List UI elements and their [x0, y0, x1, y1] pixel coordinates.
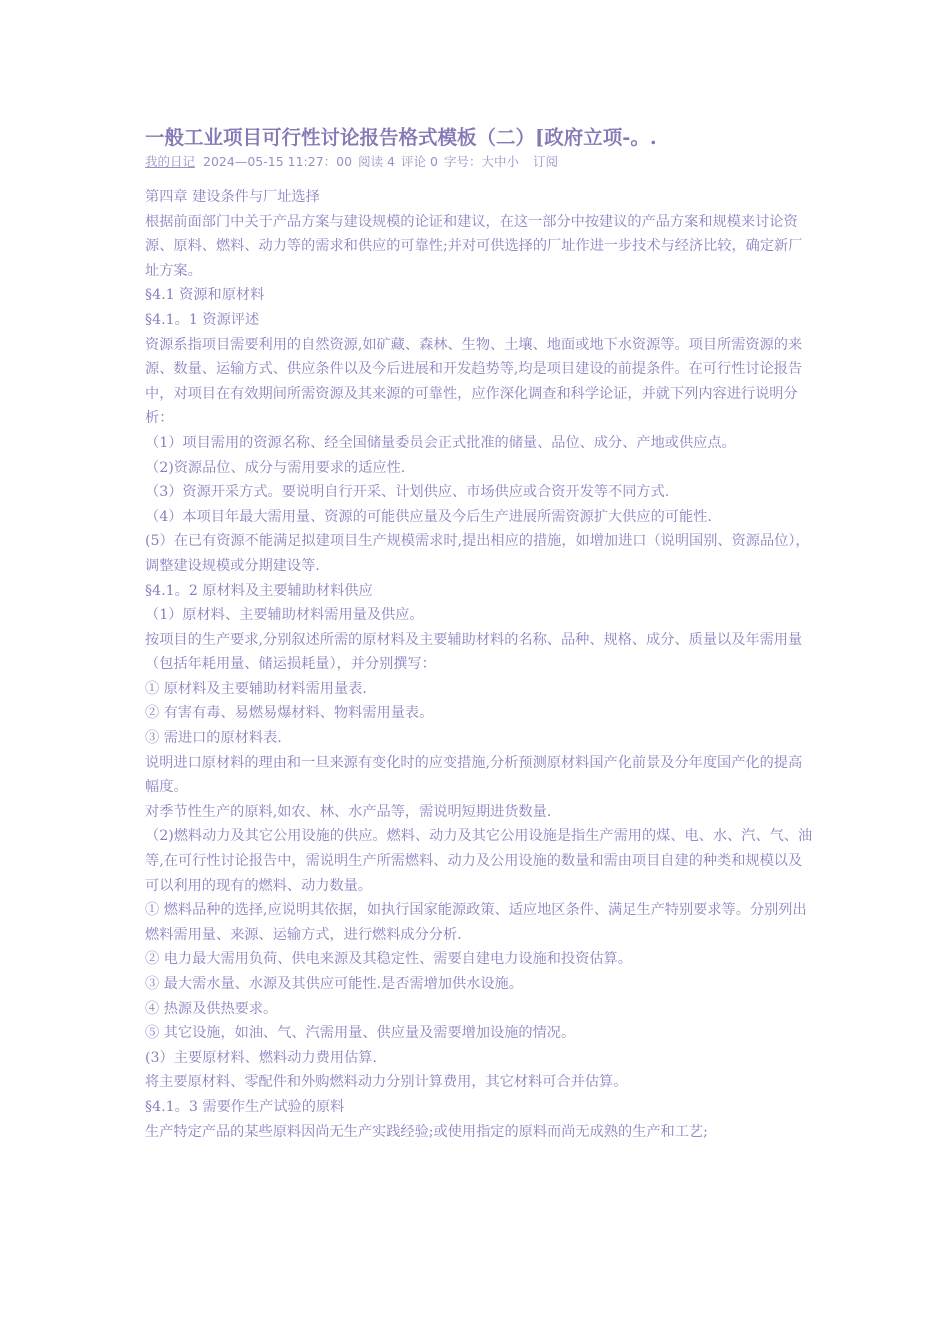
list-item: ① 原材料及主要辅助材料需用量表. [145, 680, 367, 697]
font-size-label: 字号： [443, 154, 482, 169]
subsection-heading: §4.1。2 原材料及主要辅助材料供应 [145, 582, 373, 599]
font-size-medium-option[interactable]: 中 [493, 154, 507, 169]
post-meta [145, 153, 564, 171]
section-heading: §4.1 资源和原材料 [145, 287, 265, 304]
paragraph: 生产特定产品的某些原料因尚无生产实践经验;或使用指定的原料而尚无成熟的生产和工艺; [145, 1123, 708, 1140]
list-item: （2)资源品位、成分与需用要求的适应性. [145, 459, 406, 476]
list-item: （2)燃料动力及其它公用设施的供应。燃料、动力及其它公用设施是指生产需用的煤、电、水、汽、气、油等,在可行性讨论报告中，需说明生产所需燃料、动力及公用设施的数量和需由项目自建的种类和规模以及可以利用的现有的燃料、动力数量。 [145, 828, 813, 894]
list-item: （4）本项目年最大需用量、资源的可能供应量及今后生产进展所需资源扩大供应的可能性. [145, 508, 712, 525]
list-item: ② 有害有毒、易燃易爆材料、物料需用量表。 [145, 705, 434, 722]
list-item: （1）项目需用的资源名称、经全国储量委员会正式批准的储量、品位、成分、产地或供应点。 [145, 434, 736, 451]
paragraph: 资源系指项目需要利用的自然资源,如矿藏、森林、生物、土壤、地面或地下水资源等。项目所需资源的来源、数量、运输方式、供应条件以及今后进展和开发趋势等,均是项目建设的前提条件。在可行性讨论报告中，对项目在有效期间所需资源及其来源的可靠性，应作深化调查和科学论证，并就下列内容进行说明分析： [145, 336, 803, 427]
font-size-large-option[interactable]: 大 [481, 154, 494, 169]
list-item: （3）资源开采方式。要说明自行开采、计划供应、市场供应或合资开发等不同方式. [145, 484, 670, 501]
list-item: ⑤ 其它设施，如油、气、汽需用量、供应量及需要增加设施的情况。 [145, 1025, 576, 1042]
post-datetime: 2024—05-15 11:27：00 [203, 154, 353, 169]
chapter-heading: 第四章 建设条件与厂址选择 [145, 189, 320, 205]
list-item: ③ 需进口的原材料表. [145, 730, 282, 747]
paragraph: 对季节性生产的原料,如农、林、水产品等，需说明短期进货数量. [145, 803, 552, 820]
page-title: 一般工业项目可行性讨论报告格式模板（二）[政府立项-。. [145, 126, 657, 149]
list-item: (3）主要原材料、燃料动力费用估算. [145, 1049, 377, 1066]
list-item: ① 燃料品种的选择,应说明其依据，如执行国家能源政策、适应地区条件、满足生产特别要求等。分别列出燃料需用量、来源、运输方式，进行燃料成分分析. [145, 902, 807, 943]
paragraph: 说明进口原材料的理由和一旦来源有变化时的应变措施,分析预测原材料国产化前景及分年度国产化的提高幅度。 [145, 754, 803, 796]
list-item: (5）在已有资源不能满足拟建项目生产规模需求时,提出相应的措施，如增加进口（说明国别、资源品位），调整建设规模或分期建设等. [145, 533, 810, 574]
subsection-heading: §4.1。3 需要作生产试验的原料 [145, 1098, 345, 1115]
font-size-small-option[interactable]: 小 [506, 154, 519, 169]
list-item: ② 电力最大需用负荷、供电来源及其稳定性、需要自建电力设施和投资估算。 [145, 951, 632, 968]
subsection-heading: §4.1。1 资源评述 [145, 311, 260, 328]
intro-paragraph: 根据前面部门中关于产品方案与建设规模的论证和建议，在这一部分中按建议的产品方案和规模来讨论资源、原料、燃料、动力等的需求和供应的可靠性;并对可供选择的厂址作进一步技术与经济比较，确定新厂址方案。 [145, 213, 803, 279]
subscribe-link[interactable]: 订阅 [533, 154, 559, 169]
list-item: （1）原材料、主要辅助材料需用量及供应。 [145, 607, 424, 624]
paragraph: 按项目的生产要求,分别叙述所需的原材料及主要辅助材料的名称、品种、规格、成分、质量以及年需用量（包括年耗用量、储运损耗量），并分别撰写： [145, 631, 803, 673]
article-body [145, 185, 815, 1144]
blog-diary-link[interactable]: 我的日记 [145, 154, 196, 169]
paragraph: 将主要原材料、零配件和外购燃料动力分别计算费用，其它材料可合并估算。 [145, 1074, 628, 1091]
read-count: 阅读 4 [358, 154, 395, 169]
comment-count[interactable]: 评论 0 [401, 154, 438, 169]
list-item: ③ 最大需水量、水源及其供应可能性.是否需增加供水设施。 [145, 976, 523, 992]
list-item: ④ 热源及供热要求。 [145, 1000, 278, 1017]
